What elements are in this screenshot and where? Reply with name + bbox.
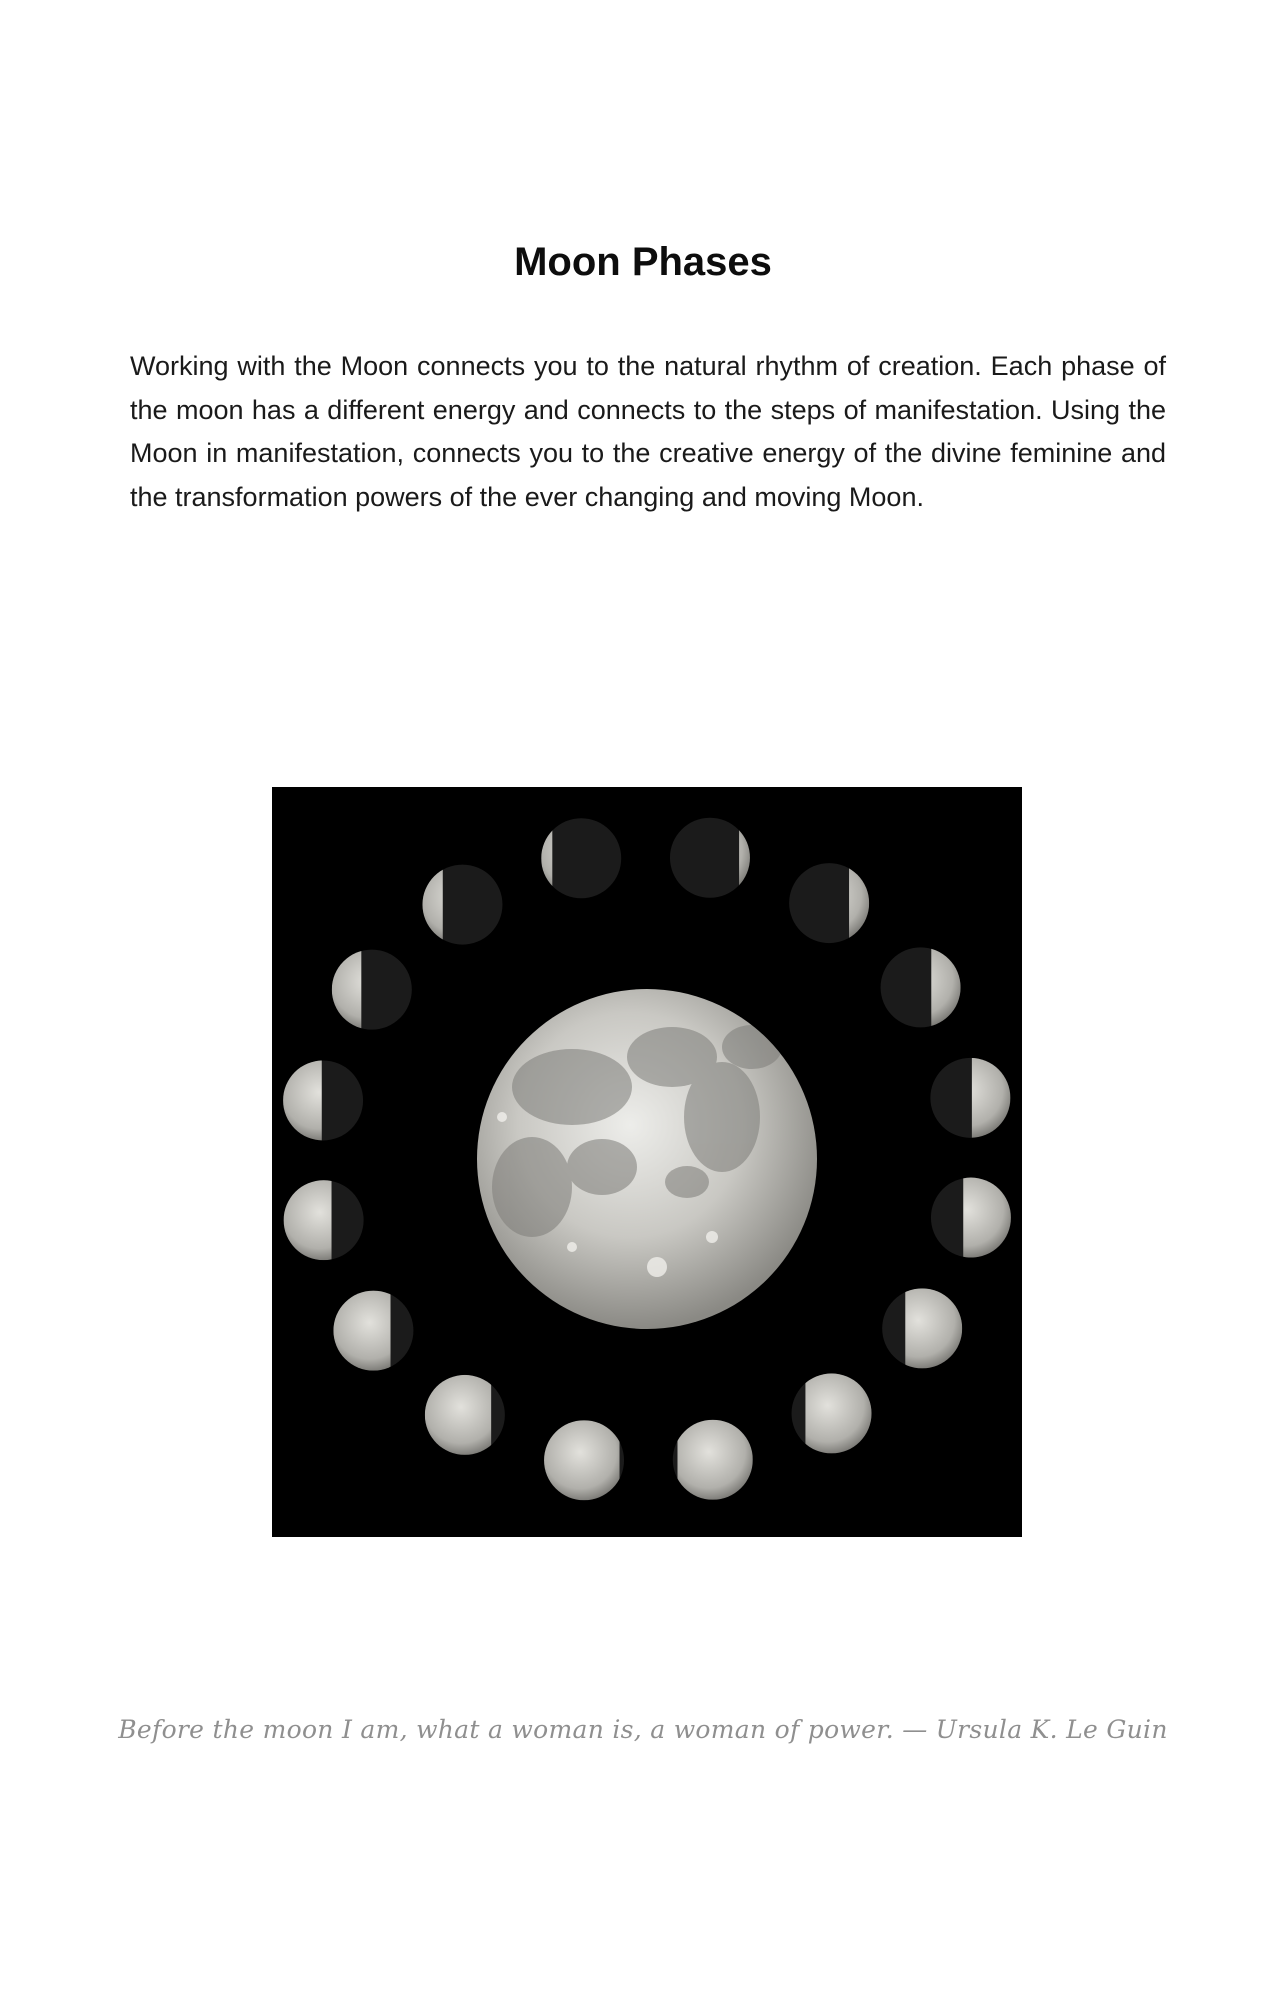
moon-phase-7 <box>422 865 502 945</box>
moon-phase-12 <box>930 1058 1010 1138</box>
moon-phase-9 <box>670 818 750 898</box>
full-moon-center <box>477 989 817 1329</box>
moon-phase-13 <box>931 1178 1011 1258</box>
body-paragraph: Working with the Moon connects you to the natural rhythm of creation. Each phase of the moon has a different energy and connects to the steps of manifestation. Using the Moon in manifestation, connects you to the creative energy of the divine feminine and the transformation powers of the ever changing and moving Moon. <box>130 351 1166 512</box>
moon-phases-image <box>272 787 1022 1537</box>
moon-phase-1 <box>544 1420 624 1500</box>
moon-phase-2 <box>425 1375 505 1455</box>
moon-phase-16 <box>673 1420 753 1500</box>
quote-text: Before the moon I am, what a woman is, a woman of power. — Ursula K. Le Guin <box>118 1715 1168 1744</box>
moon-phase-4 <box>284 1180 364 1260</box>
moon-phase-15 <box>792 1373 872 1453</box>
moon-phase-3 <box>333 1291 413 1371</box>
moon-phase-11 <box>881 947 961 1027</box>
moon-phase-14 <box>882 1288 962 1368</box>
moon-phase-6 <box>332 950 412 1030</box>
moon-phase-5 <box>283 1060 363 1140</box>
moon-phase-8 <box>541 818 621 898</box>
moon-phase-10 <box>789 863 869 943</box>
page-title: Moon Phases <box>514 240 772 284</box>
